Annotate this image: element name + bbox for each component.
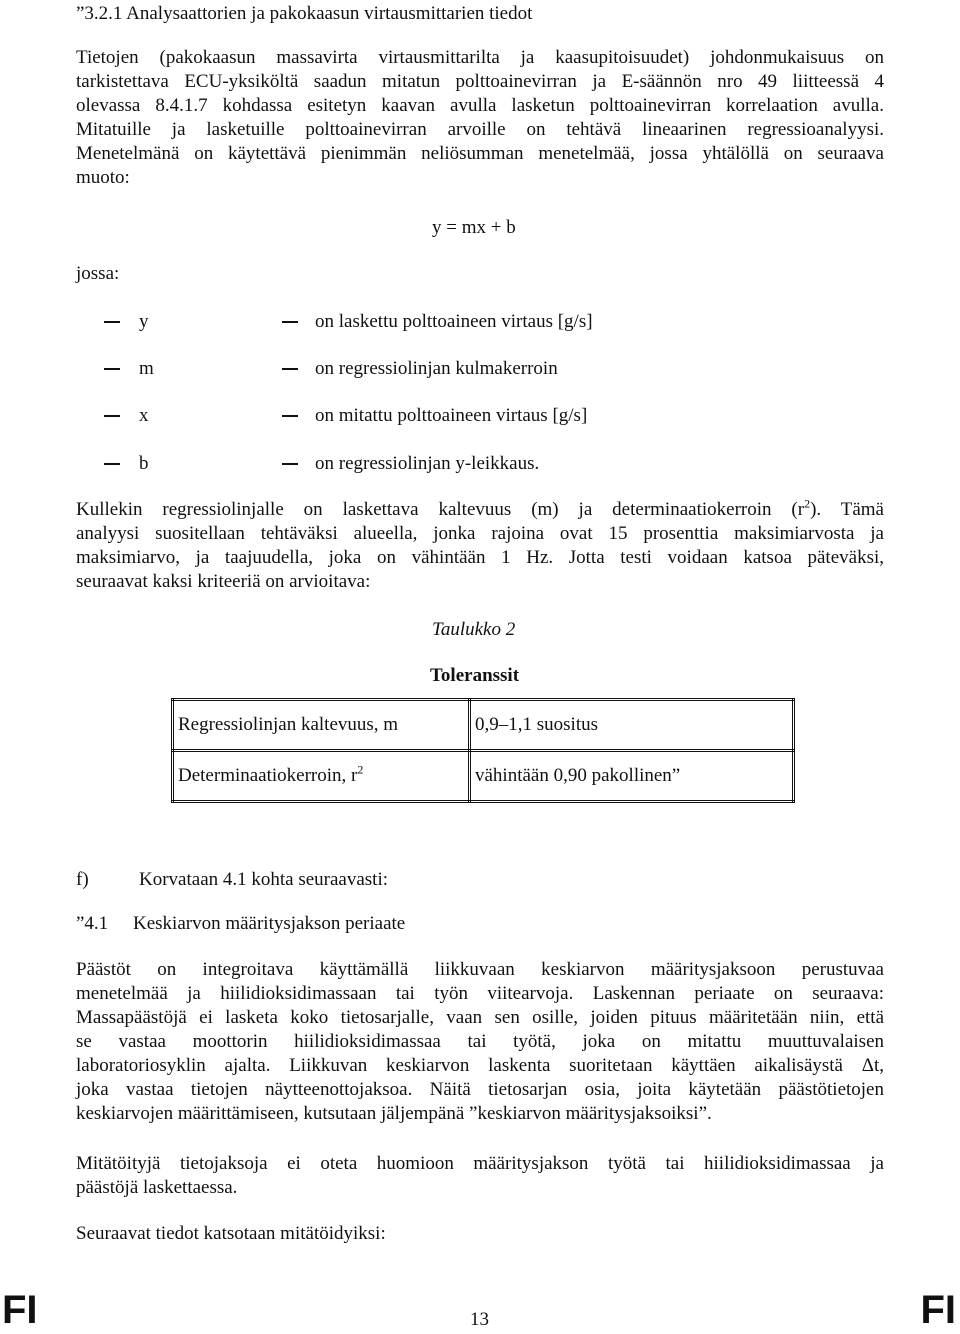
table-cell-value: 0,9–1,1 suositus: [470, 700, 794, 751]
text-line: Päästöt on integroitava käyttämällä liikkuvaan keskiarvon määritysjaksoon perustuvaa: [76, 959, 884, 980]
text-run: ). Tämä: [810, 499, 884, 520]
regression-formula: y = mx + b: [432, 217, 516, 238]
paragraph-following-invalid: Seuraavat tiedot katsotaan mitätöidyiksi:: [76, 1223, 386, 1244]
text-line: joka vastaa tietojen näytteenottojaksoa. Näitä tietosarjan osia, joita käytetään päästötietojen: [76, 1079, 884, 1100]
table-subtitle: Toleranssit: [430, 665, 520, 686]
paragraph-moving-average: [76, 958, 884, 1126]
table-cell-value: vähintään 0,90 pakollinen”: [470, 751, 794, 802]
definition-row: [0, 452, 960, 476]
text-line: muoto:: [76, 167, 130, 188]
dash-bullet: [104, 321, 120, 323]
definition-symbol: m: [139, 358, 154, 379]
table-title: Taulukko 2: [432, 619, 516, 640]
table-row: [173, 700, 794, 751]
text-line: Mitatuille ja lasketuille polttoainevirran arvoille on tehtävä lineaarinen regressioanalyysi.: [76, 119, 884, 140]
superscript: 2: [804, 496, 811, 511]
superscript: 2: [357, 762, 364, 777]
section-number: ”4.1: [76, 913, 109, 934]
text-line: olevassa 8.4.1.7 kohdassa esitetyn kaavan avulla lasketun polttoainevirran korrelaation avulla.: [76, 95, 884, 116]
text-line: analyysi suositellaan tehtäväksi alueella, jonka rajoina ovat 15 prosenttia maksimiarvosta ja: [76, 523, 884, 544]
text-line: Massapäästöjä ei lasketa koko tietosarjalle, vaan sen osille, joiden pituus määritetään niin, että: [76, 1007, 884, 1028]
paragraph-invalidated-data: [76, 1152, 884, 1200]
dash-separator: [282, 415, 298, 417]
text-line: maksimiarvo, ja taajuudella, joka on vähintään 1 Hz. Jotta testi voidaan katsoa päteväksi,: [76, 547, 884, 568]
footer-language-right: FI: [920, 1288, 956, 1332]
text-line: Mitätöityjä tietojaksoja ei oteta huomioon määritysjakson työtä tai hiilidioksidimassaa ja: [76, 1153, 884, 1174]
section-heading-3-2-1: ”3.2.1 Analysaattorien ja pakokaasun virtausmittarien tiedot: [76, 3, 533, 24]
where-label: jossa:: [76, 263, 120, 284]
table-row: [173, 751, 794, 802]
item-label: f): [76, 869, 89, 890]
text-line: seuraavat kaksi kriteeriä on arvioitava:: [76, 571, 371, 592]
paragraph-consistency-check: [76, 46, 884, 190]
footer-language-left: FI: [2, 1288, 38, 1332]
text-line: päästöjä laskettaessa.: [76, 1177, 238, 1198]
definition-row: [0, 404, 960, 428]
text-line: se vastaa moottorin hiilidioksidimassaa tai työtä, joka on mitattu muuttuvalaisen: [76, 1031, 884, 1052]
text-run: Determinaatiokerroin, r: [178, 765, 358, 786]
dash-bullet: [104, 415, 120, 417]
item-text: Korvataan 4.1 kohta seuraavasti:: [139, 869, 389, 890]
section-title: Keskiarvon määritysjakson periaate: [133, 913, 406, 934]
definition-row: [0, 357, 960, 381]
definition-text: on mitattu polttoaineen virtaus [g/s]: [315, 405, 588, 426]
definition-text: on regressiolinjan y-leikkaus.: [315, 453, 540, 474]
definition-symbol: y: [139, 311, 149, 332]
tolerance-table: [171, 698, 795, 803]
text-line: [76, 498, 884, 522]
text-line: menetelmää ja hiilidioksidimassaan tai työn viitearvoja. Laskennan periaate on seuraava:: [76, 983, 884, 1004]
page-number: 13: [470, 1309, 489, 1330]
dash-bullet: [104, 463, 120, 465]
definition-symbol: b: [139, 453, 149, 474]
dash-separator: [282, 368, 298, 370]
paragraph-criteria: [76, 498, 884, 594]
definition-row: [0, 310, 960, 334]
dash-bullet: [104, 368, 120, 370]
definition-symbol: x: [139, 405, 149, 426]
text-line: laboratoriosyklin ajalta. Liikkuvan keskiarvon laskenta suoritetaan käyttäen aikalisäystä Δt,: [76, 1055, 884, 1076]
table-cell-label: [173, 751, 470, 802]
table-cell-label: Regressiolinjan kaltevuus, m: [173, 700, 470, 751]
dash-separator: [282, 321, 298, 323]
text-line: Tietojen (pakokaasun massavirta virtausmittarilta ja kaasupitoisuudet) johdonmukaisuus on: [76, 47, 884, 68]
text-run: Kullekin regressiolinjalle on laskettava kaltevuus (m) ja determinaatiokerroin (r: [76, 499, 805, 520]
text-line: tarkistettava ECU-yksiköltä saadun mitatun polttoainevirran ja E-säännön nro 49 liitteessä 4: [76, 71, 884, 92]
dash-separator: [282, 463, 298, 465]
definition-text: on regressiolinjan kulmakerroin: [315, 358, 558, 379]
text-line: Menetelmänä on käytettävä pienimmän neliösumman menetelmää, jossa yhtälöllä on seuraava: [76, 143, 884, 164]
definition-text: on laskettu polttoaineen virtaus [g/s]: [315, 311, 593, 332]
text-line: keskiarvojen määrittämiseen, kutsutaan jäljempänä ”keskiarvon määritysjaksoiksi”.: [76, 1103, 712, 1124]
